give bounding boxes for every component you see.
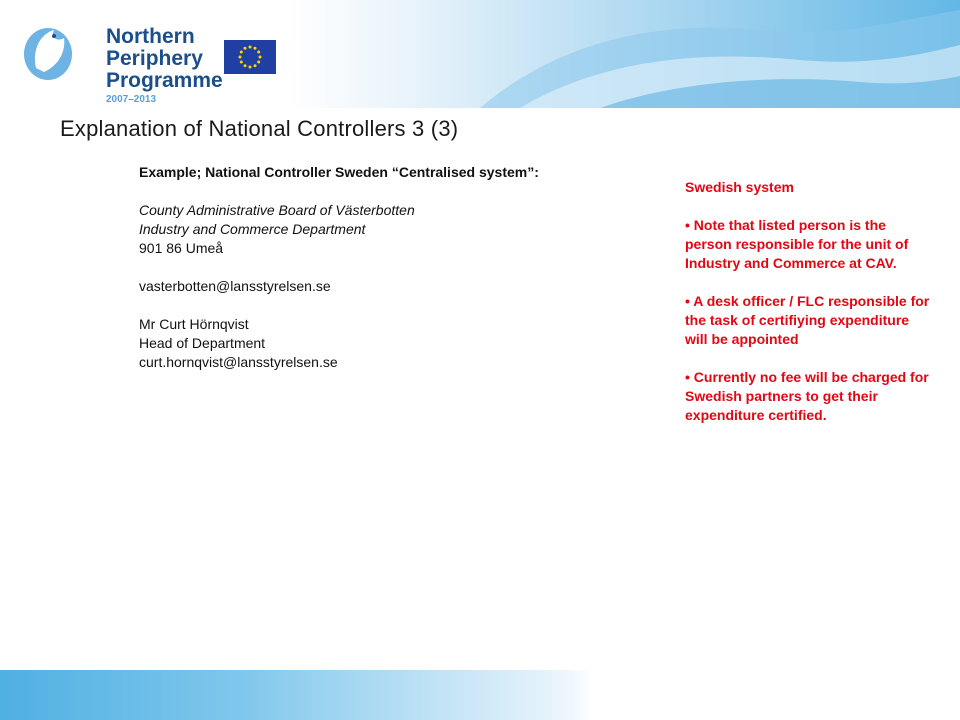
contact-name: Mr Curt Hörnqvist	[139, 316, 249, 332]
logo-line3: Programme	[106, 69, 223, 92]
eu-flag-icon	[224, 40, 276, 74]
contact-email: curt.hornqvist@lansstyrelsen.se	[139, 354, 338, 370]
org-line1: County Administrative Board of Västerbotten	[139, 202, 415, 218]
address: 901 86 Umeå	[139, 240, 224, 256]
example-block	[139, 163, 539, 372]
logo-line2: Periphery	[106, 47, 203, 70]
note-bullet-2: • A desk officer / FLC responsible for the task of certifiying expenditure will be appointed	[685, 293, 930, 347]
logo-text	[106, 26, 223, 106]
org-line2: Industry and Commerce Department	[139, 221, 366, 237]
example-heading: Example; National Controller Sweden “Centralised system”:	[139, 164, 539, 180]
org-email: vasterbotten@lansstyrelsen.se	[139, 278, 331, 294]
contact-title: Head of Department	[139, 335, 266, 351]
logo-years: 2007–2013	[106, 94, 157, 105]
slide-title: Explanation of National Controllers 3 (3)	[60, 116, 459, 141]
dove-icon	[18, 16, 82, 86]
footer-banner	[0, 670, 960, 720]
programme-logo	[18, 12, 238, 105]
logo-line1: Northern	[106, 25, 195, 48]
note-bullet-1: • Note that listed person is the person responsible for the unit of Industry and Commerce at CAV.	[685, 217, 909, 271]
note-bullet-3: • Currently no fee will be charged for Swedish partners to get their expenditure certified.	[685, 369, 929, 423]
notes-heading: Swedish system	[685, 179, 794, 195]
swedish-system-notes	[685, 178, 930, 425]
